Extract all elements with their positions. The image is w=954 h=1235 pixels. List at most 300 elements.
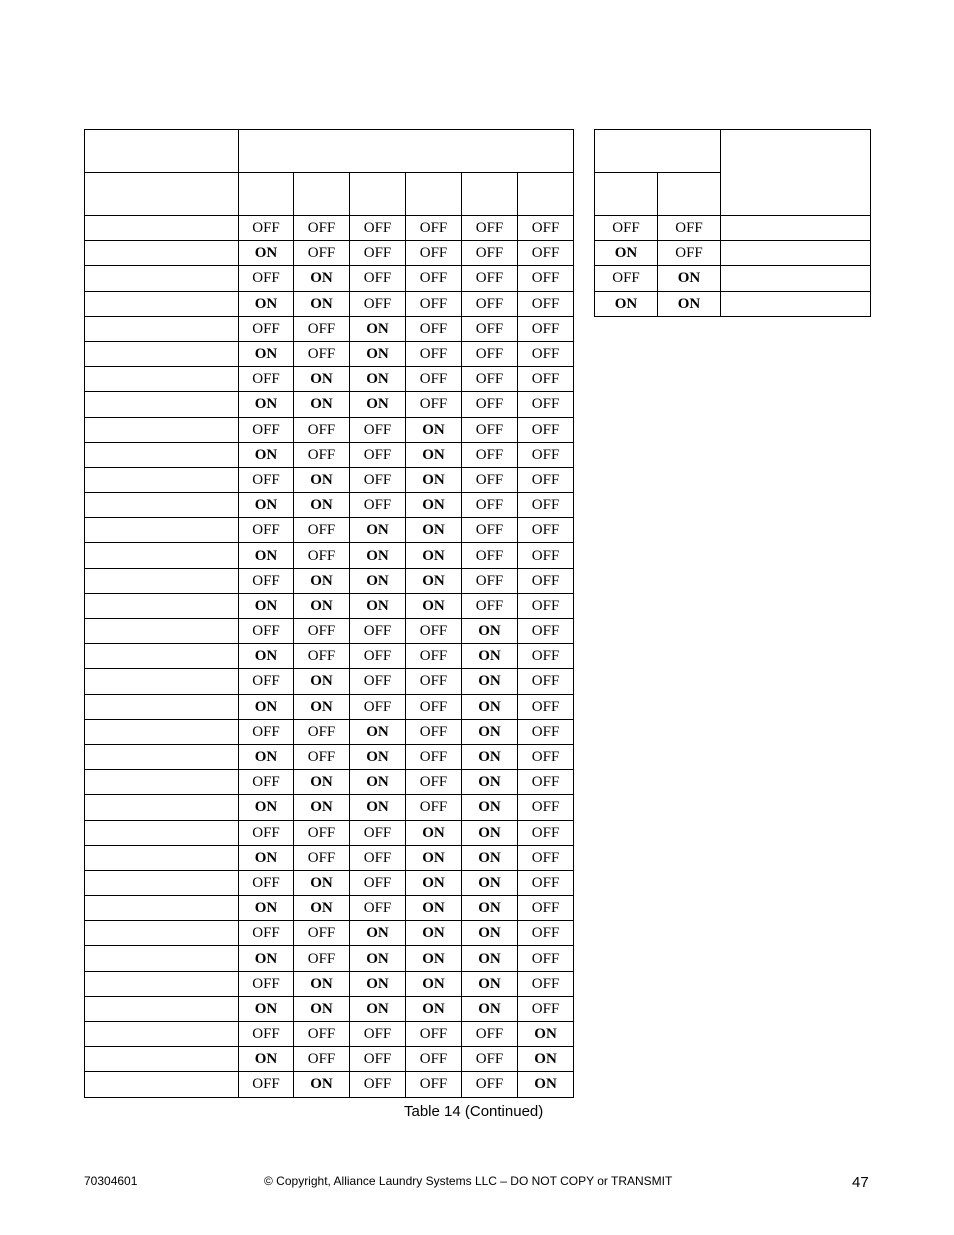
row-label-cell bbox=[85, 644, 239, 669]
switch-state-cell: OFF bbox=[518, 971, 574, 996]
switch-state-cell: OFF bbox=[350, 870, 406, 895]
switch-state-cell: ON bbox=[350, 392, 406, 417]
switch-state-cell: OFF bbox=[406, 367, 462, 392]
row-label-cell bbox=[85, 442, 239, 467]
switch-state-cell: ON bbox=[294, 896, 350, 921]
row-label-cell bbox=[85, 518, 239, 543]
switch-state-cell: OFF bbox=[406, 644, 462, 669]
switch-state-cell: ON bbox=[350, 744, 406, 769]
row-label-cell bbox=[85, 744, 239, 769]
switch-state-cell: ON bbox=[239, 845, 294, 870]
table-row bbox=[85, 996, 574, 1021]
switch-state-cell: OFF bbox=[294, 543, 350, 568]
switch-state-cell: OFF bbox=[518, 921, 574, 946]
switch-state-cell: OFF bbox=[406, 1047, 462, 1072]
switch-state-cell: ON bbox=[350, 568, 406, 593]
main-switch-table bbox=[84, 129, 574, 1098]
switch-state-cell: OFF bbox=[518, 820, 574, 845]
row-label-cell bbox=[85, 845, 239, 870]
switch-state-cell: OFF bbox=[518, 996, 574, 1021]
table-row bbox=[85, 921, 574, 946]
switch-state-cell: OFF bbox=[350, 467, 406, 492]
copyright-notice: © Copyright, Alliance Laundry Systems LLC – DO NOT COPY or TRANSMIT bbox=[264, 1174, 673, 1188]
switch-state-cell: ON bbox=[350, 341, 406, 366]
table-row bbox=[85, 971, 574, 996]
page-number: 47 bbox=[852, 1174, 869, 1191]
switch-state-cell: OFF bbox=[239, 367, 294, 392]
switch-state-cell: OFF bbox=[462, 367, 518, 392]
switch-state-cell: ON bbox=[350, 971, 406, 996]
header-cell bbox=[518, 173, 574, 216]
switch-state-cell: ON bbox=[294, 770, 350, 795]
switch-state-cell: ON bbox=[406, 442, 462, 467]
switch-state-cell: OFF bbox=[294, 921, 350, 946]
switch-state-cell: OFF bbox=[518, 744, 574, 769]
switch-state-cell: OFF bbox=[350, 291, 406, 316]
switch-state-cell: OFF bbox=[239, 619, 294, 644]
table-row bbox=[85, 770, 574, 795]
switch-state-cell: ON bbox=[294, 593, 350, 618]
table-row bbox=[85, 518, 574, 543]
switch-state-cell: OFF bbox=[294, 442, 350, 467]
table-header-row bbox=[595, 130, 871, 173]
switch-state-cell: ON bbox=[462, 870, 518, 895]
switch-state-cell: ON bbox=[350, 719, 406, 744]
switch-state-cell: OFF bbox=[462, 392, 518, 417]
switch-state-cell: OFF bbox=[462, 216, 518, 241]
switch-state-cell: ON bbox=[294, 870, 350, 895]
header-cell bbox=[595, 130, 721, 173]
switch-state-cell: OFF bbox=[294, 744, 350, 769]
table-row bbox=[85, 946, 574, 971]
switch-state-cell: ON bbox=[406, 946, 462, 971]
switch-state-cell: ON bbox=[406, 820, 462, 845]
row-label-cell bbox=[85, 996, 239, 1021]
switch-state-cell: OFF bbox=[239, 971, 294, 996]
table-row bbox=[85, 1072, 574, 1097]
row-label-cell bbox=[85, 216, 239, 241]
switch-state-cell: ON bbox=[294, 467, 350, 492]
switch-state-cell: OFF bbox=[294, 518, 350, 543]
table-row bbox=[85, 392, 574, 417]
switch-state-cell: OFF bbox=[518, 795, 574, 820]
row-label-cell bbox=[85, 493, 239, 518]
switch-state-cell: OFF bbox=[462, 241, 518, 266]
table-row bbox=[85, 1047, 574, 1072]
switch-state-cell: OFF bbox=[406, 316, 462, 341]
switch-state-cell: OFF bbox=[350, 417, 406, 442]
switch-state-cell: OFF bbox=[239, 820, 294, 845]
switch-state-cell: OFF bbox=[462, 316, 518, 341]
switch-state-cell: OFF bbox=[462, 467, 518, 492]
switch-state-cell: ON bbox=[239, 543, 294, 568]
switch-state-cell: OFF bbox=[406, 770, 462, 795]
table-row bbox=[85, 216, 574, 241]
table-row bbox=[85, 896, 574, 921]
switch-state-cell: ON bbox=[294, 568, 350, 593]
switch-state-cell: OFF bbox=[350, 266, 406, 291]
header-cell bbox=[294, 173, 350, 216]
switch-state-cell: ON bbox=[462, 719, 518, 744]
switch-state-cell: ON bbox=[294, 1072, 350, 1097]
switch-state-cell: OFF bbox=[294, 946, 350, 971]
switch-state-cell: OFF bbox=[518, 316, 574, 341]
header-cell bbox=[462, 173, 518, 216]
switch-state-cell: OFF bbox=[518, 619, 574, 644]
row-label-cell bbox=[85, 619, 239, 644]
table-row bbox=[85, 593, 574, 618]
switch-state-cell: ON bbox=[350, 921, 406, 946]
row-label-cell bbox=[85, 417, 239, 442]
switch-state-cell: OFF bbox=[406, 1072, 462, 1097]
switch-state-cell: ON bbox=[462, 921, 518, 946]
switch-state-cell: ON bbox=[406, 971, 462, 996]
switch-state-cell: ON bbox=[518, 1022, 574, 1047]
switch-state-cell: OFF bbox=[239, 316, 294, 341]
switch-state-cell: ON bbox=[350, 367, 406, 392]
switch-state-cell: OFF bbox=[462, 493, 518, 518]
switch-state-cell: OFF bbox=[406, 619, 462, 644]
switch-state-cell: OFF bbox=[294, 719, 350, 744]
switch-state-cell: ON bbox=[462, 770, 518, 795]
switch-state-cell: ON bbox=[239, 744, 294, 769]
switch-state-cell: OFF bbox=[518, 770, 574, 795]
row-label-cell bbox=[85, 694, 239, 719]
switch-state-cell: OFF bbox=[350, 216, 406, 241]
switch-state-cell: OFF bbox=[350, 694, 406, 719]
description-cell bbox=[721, 291, 871, 316]
switch-state-cell: ON bbox=[406, 996, 462, 1021]
table-row bbox=[595, 241, 871, 266]
switch-state-cell: OFF bbox=[518, 669, 574, 694]
switch-state-cell: OFF bbox=[350, 1047, 406, 1072]
switch-state-cell: ON bbox=[239, 946, 294, 971]
switch-state-cell: ON bbox=[350, 316, 406, 341]
header-cell bbox=[85, 130, 239, 173]
switch-state-cell: OFF bbox=[239, 921, 294, 946]
switch-state-cell: OFF bbox=[350, 1072, 406, 1097]
switch-state-cell: OFF bbox=[406, 291, 462, 316]
row-label-cell bbox=[85, 392, 239, 417]
switch-state-cell: OFF bbox=[294, 341, 350, 366]
header-cell bbox=[239, 130, 574, 173]
table-row bbox=[85, 417, 574, 442]
switch-state-cell: ON bbox=[406, 870, 462, 895]
switch-state-cell: OFF bbox=[658, 241, 721, 266]
switch-state-cell: OFF bbox=[294, 845, 350, 870]
table-row bbox=[85, 266, 574, 291]
switch-state-cell: OFF bbox=[350, 669, 406, 694]
table-caption: Table 14 (Continued) bbox=[404, 1103, 544, 1120]
switch-state-cell: ON bbox=[462, 896, 518, 921]
row-label-cell bbox=[85, 543, 239, 568]
switch-state-cell: OFF bbox=[406, 392, 462, 417]
switch-state-cell: ON bbox=[595, 241, 658, 266]
switch-state-cell: OFF bbox=[406, 719, 462, 744]
switch-state-cell: ON bbox=[462, 845, 518, 870]
switch-state-cell: ON bbox=[239, 644, 294, 669]
switch-state-cell: OFF bbox=[518, 367, 574, 392]
switch-state-cell: ON bbox=[406, 518, 462, 543]
switch-state-cell: ON bbox=[406, 417, 462, 442]
switch-state-cell: ON bbox=[239, 694, 294, 719]
switch-state-cell: ON bbox=[658, 266, 721, 291]
row-label-cell bbox=[85, 896, 239, 921]
side-switch-table bbox=[594, 129, 871, 317]
switch-state-cell: OFF bbox=[462, 341, 518, 366]
switch-state-cell: OFF bbox=[518, 442, 574, 467]
table-header-row bbox=[85, 130, 574, 173]
switch-state-cell: OFF bbox=[518, 493, 574, 518]
switch-state-cell: ON bbox=[406, 493, 462, 518]
switch-state-cell: OFF bbox=[462, 543, 518, 568]
switch-state-cell: OFF bbox=[518, 870, 574, 895]
switch-state-cell: ON bbox=[350, 795, 406, 820]
switch-state-cell: OFF bbox=[518, 266, 574, 291]
switch-state-cell: OFF bbox=[518, 593, 574, 618]
row-label-cell bbox=[85, 367, 239, 392]
switch-state-cell: OFF bbox=[239, 417, 294, 442]
switch-state-cell: OFF bbox=[406, 694, 462, 719]
table-row bbox=[85, 367, 574, 392]
switch-state-cell: OFF bbox=[239, 1072, 294, 1097]
row-label-cell bbox=[85, 593, 239, 618]
switch-state-cell: OFF bbox=[239, 518, 294, 543]
switch-state-cell: OFF bbox=[518, 216, 574, 241]
switch-state-cell: OFF bbox=[462, 1072, 518, 1097]
switch-state-cell: OFF bbox=[239, 770, 294, 795]
header-cell bbox=[350, 173, 406, 216]
switch-state-cell: OFF bbox=[350, 896, 406, 921]
row-label-cell bbox=[85, 291, 239, 316]
switch-state-cell: ON bbox=[658, 291, 721, 316]
switch-state-cell: OFF bbox=[350, 1022, 406, 1047]
switch-state-cell: ON bbox=[239, 442, 294, 467]
switch-state-cell: OFF bbox=[350, 493, 406, 518]
row-label-cell bbox=[85, 1047, 239, 1072]
switch-state-cell: ON bbox=[294, 291, 350, 316]
switch-state-cell: ON bbox=[406, 467, 462, 492]
switch-state-cell: OFF bbox=[350, 845, 406, 870]
switch-state-cell: OFF bbox=[350, 442, 406, 467]
switch-state-cell: OFF bbox=[406, 216, 462, 241]
switch-state-cell: OFF bbox=[350, 644, 406, 669]
switch-state-cell: ON bbox=[294, 367, 350, 392]
table-row bbox=[85, 669, 574, 694]
table-row bbox=[85, 845, 574, 870]
switch-state-cell: OFF bbox=[658, 216, 721, 241]
switch-state-cell: ON bbox=[462, 669, 518, 694]
switch-state-cell: ON bbox=[462, 795, 518, 820]
switch-state-cell: ON bbox=[595, 291, 658, 316]
switch-state-cell: ON bbox=[350, 593, 406, 618]
switch-state-cell: OFF bbox=[518, 241, 574, 266]
switch-state-cell: OFF bbox=[518, 543, 574, 568]
switch-state-cell: OFF bbox=[595, 216, 658, 241]
switch-state-cell: OFF bbox=[294, 619, 350, 644]
document-number: 70304601 bbox=[84, 1174, 138, 1188]
switch-state-cell: OFF bbox=[239, 870, 294, 895]
switch-state-cell: ON bbox=[406, 543, 462, 568]
switch-state-cell: ON bbox=[406, 593, 462, 618]
header-cell bbox=[85, 173, 239, 216]
table-row bbox=[595, 216, 871, 241]
switch-state-cell: ON bbox=[350, 946, 406, 971]
switch-state-cell: ON bbox=[518, 1072, 574, 1097]
switch-state-cell: OFF bbox=[294, 216, 350, 241]
table-row bbox=[85, 694, 574, 719]
switch-state-cell: OFF bbox=[406, 744, 462, 769]
table-row bbox=[85, 291, 574, 316]
switch-state-cell: ON bbox=[350, 543, 406, 568]
table-row bbox=[85, 341, 574, 366]
row-label-cell bbox=[85, 266, 239, 291]
switch-state-cell: ON bbox=[294, 669, 350, 694]
table-row bbox=[85, 744, 574, 769]
switch-state-cell: ON bbox=[406, 896, 462, 921]
table-row bbox=[85, 820, 574, 845]
switch-state-cell: ON bbox=[462, 619, 518, 644]
table-row bbox=[85, 644, 574, 669]
switch-state-cell: OFF bbox=[239, 669, 294, 694]
switch-state-cell: OFF bbox=[406, 341, 462, 366]
switch-state-cell: OFF bbox=[462, 518, 518, 543]
switch-state-cell: ON bbox=[350, 518, 406, 543]
switch-state-cell: ON bbox=[294, 795, 350, 820]
row-label-cell bbox=[85, 241, 239, 266]
switch-state-cell: OFF bbox=[406, 669, 462, 694]
switch-state-cell: ON bbox=[406, 568, 462, 593]
description-cell bbox=[721, 266, 871, 291]
table-row bbox=[85, 241, 574, 266]
switch-state-cell: OFF bbox=[239, 1022, 294, 1047]
table-row bbox=[85, 568, 574, 593]
switch-state-cell: OFF bbox=[518, 291, 574, 316]
table-header-row bbox=[85, 173, 574, 216]
table-row bbox=[85, 493, 574, 518]
switch-state-cell: ON bbox=[406, 845, 462, 870]
header-cell bbox=[239, 173, 294, 216]
row-label-cell bbox=[85, 719, 239, 744]
switch-state-cell: ON bbox=[406, 921, 462, 946]
table-row bbox=[595, 291, 871, 316]
switch-state-cell: OFF bbox=[350, 820, 406, 845]
switch-state-cell: OFF bbox=[462, 442, 518, 467]
switch-state-cell: OFF bbox=[462, 291, 518, 316]
switch-state-cell: OFF bbox=[294, 1022, 350, 1047]
header-cell bbox=[406, 173, 462, 216]
switch-state-cell: OFF bbox=[518, 392, 574, 417]
switch-state-cell: OFF bbox=[294, 1047, 350, 1072]
row-label-cell bbox=[85, 795, 239, 820]
switch-state-cell: ON bbox=[239, 341, 294, 366]
switch-state-cell: OFF bbox=[518, 946, 574, 971]
header-cell bbox=[658, 173, 721, 216]
switch-state-cell: OFF bbox=[518, 467, 574, 492]
switch-state-cell: OFF bbox=[462, 593, 518, 618]
switch-state-cell: ON bbox=[239, 291, 294, 316]
switch-state-cell: OFF bbox=[462, 568, 518, 593]
switch-state-cell: OFF bbox=[406, 1022, 462, 1047]
switch-state-cell: OFF bbox=[294, 241, 350, 266]
switch-state-cell: OFF bbox=[239, 568, 294, 593]
switch-state-cell: OFF bbox=[350, 619, 406, 644]
table-row bbox=[595, 266, 871, 291]
row-label-cell bbox=[85, 568, 239, 593]
description-cell bbox=[721, 241, 871, 266]
switch-state-cell: ON bbox=[462, 820, 518, 845]
row-label-cell bbox=[85, 971, 239, 996]
switch-state-cell: OFF bbox=[595, 266, 658, 291]
switch-state-cell: OFF bbox=[518, 694, 574, 719]
table-row bbox=[85, 1022, 574, 1047]
table-row bbox=[85, 719, 574, 744]
switch-state-cell: OFF bbox=[518, 568, 574, 593]
switch-state-cell: OFF bbox=[406, 241, 462, 266]
switch-state-cell: OFF bbox=[518, 341, 574, 366]
switch-state-cell: ON bbox=[294, 493, 350, 518]
header-cell bbox=[595, 173, 658, 216]
table-row bbox=[85, 316, 574, 341]
table-row bbox=[85, 442, 574, 467]
table-row bbox=[85, 619, 574, 644]
switch-state-cell: OFF bbox=[406, 266, 462, 291]
switch-state-cell: ON bbox=[239, 593, 294, 618]
switch-state-cell: ON bbox=[462, 694, 518, 719]
row-label-cell bbox=[85, 341, 239, 366]
header-cell bbox=[721, 130, 871, 216]
switch-state-cell: ON bbox=[294, 996, 350, 1021]
switch-state-cell: ON bbox=[294, 266, 350, 291]
table-row bbox=[85, 543, 574, 568]
row-label-cell bbox=[85, 1072, 239, 1097]
switch-state-cell: ON bbox=[462, 996, 518, 1021]
switch-state-cell: OFF bbox=[462, 417, 518, 442]
switch-state-cell: OFF bbox=[518, 518, 574, 543]
switch-state-cell: OFF bbox=[239, 719, 294, 744]
switch-state-cell: OFF bbox=[239, 266, 294, 291]
switch-state-cell: OFF bbox=[239, 216, 294, 241]
switch-state-cell: ON bbox=[462, 744, 518, 769]
switch-state-cell: ON bbox=[462, 946, 518, 971]
switch-state-cell: OFF bbox=[518, 644, 574, 669]
switch-state-cell: OFF bbox=[294, 316, 350, 341]
table-row bbox=[85, 870, 574, 895]
switch-state-cell: OFF bbox=[518, 417, 574, 442]
switch-state-cell: OFF bbox=[518, 896, 574, 921]
switch-state-cell: ON bbox=[350, 996, 406, 1021]
switch-state-cell: OFF bbox=[518, 719, 574, 744]
row-label-cell bbox=[85, 770, 239, 795]
switch-state-cell: ON bbox=[239, 241, 294, 266]
switch-state-cell: ON bbox=[462, 644, 518, 669]
switch-state-cell: OFF bbox=[294, 417, 350, 442]
row-label-cell bbox=[85, 820, 239, 845]
switch-state-cell: ON bbox=[239, 392, 294, 417]
switch-state-cell: OFF bbox=[462, 266, 518, 291]
switch-state-cell: OFF bbox=[294, 820, 350, 845]
switch-state-cell: ON bbox=[294, 392, 350, 417]
row-label-cell bbox=[85, 921, 239, 946]
switch-state-cell: OFF bbox=[518, 845, 574, 870]
row-label-cell bbox=[85, 870, 239, 895]
row-label-cell bbox=[85, 316, 239, 341]
switch-state-cell: OFF bbox=[239, 467, 294, 492]
switch-state-cell: ON bbox=[239, 795, 294, 820]
switch-state-cell: OFF bbox=[462, 1022, 518, 1047]
switch-state-cell: ON bbox=[350, 770, 406, 795]
switch-state-cell: ON bbox=[239, 1047, 294, 1072]
